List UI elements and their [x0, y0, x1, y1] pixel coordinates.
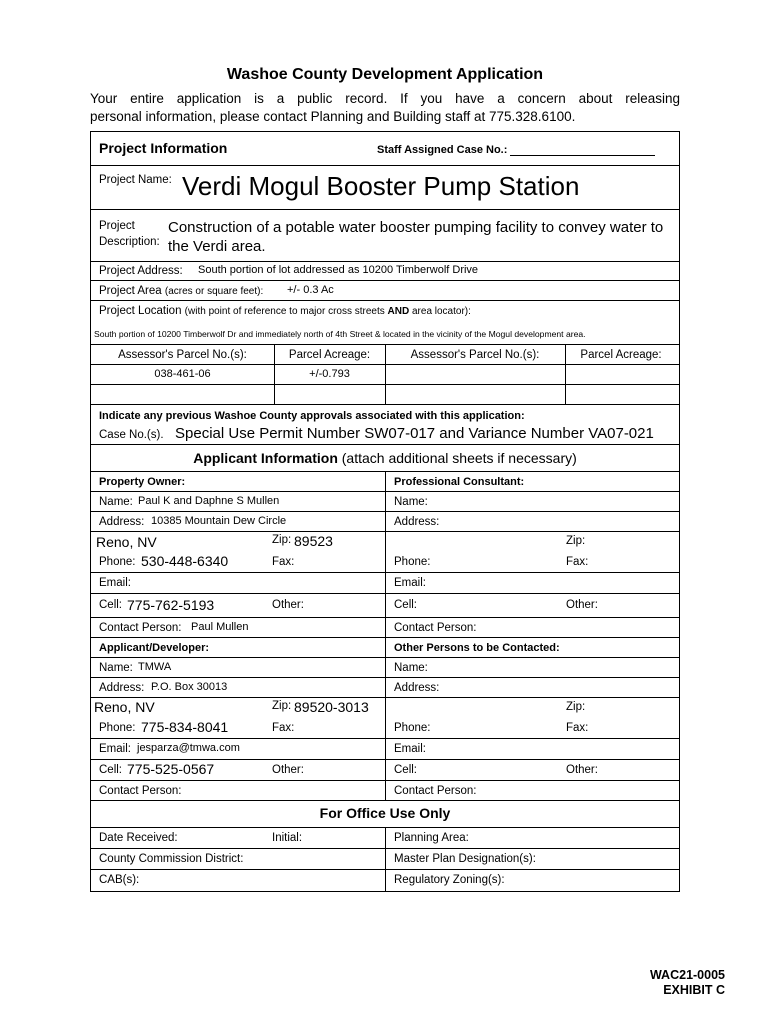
date-received-label: Date Received:	[99, 832, 178, 844]
owner-contact-label: Contact Person:	[99, 622, 182, 634]
owner-email-row	[91, 573, 679, 594]
professional-consultant-title: Professional Consultant:	[394, 476, 525, 488]
owner-zip-value[interactable]: 89523	[294, 533, 333, 549]
cab-label: CAB(s):	[99, 874, 140, 886]
consultant-address-label: Address:	[394, 516, 440, 528]
developer-zip-label: Zip:	[272, 700, 292, 712]
developer-contact-row	[91, 781, 679, 801]
owner-address-value[interactable]: 10385 Mountain Dew Circle	[151, 515, 287, 527]
previous-approvals-row	[91, 405, 679, 445]
project-name-value[interactable]: Verdi Mogul Booster Pump Station	[182, 171, 580, 201]
developer-email-label: Email:	[99, 743, 131, 755]
owner-cell-label: Cell:	[99, 599, 123, 611]
developer-name-label: Name:	[99, 662, 133, 674]
parcel-acreage-header-2: Parcel Acreage:	[580, 349, 662, 361]
project-area-value[interactable]: +/- 0.3 Ac	[287, 284, 334, 296]
parcel-no-value[interactable]: 038-461-06	[154, 368, 211, 380]
project-address-label: Project Address:	[99, 265, 183, 277]
office-row-1	[91, 828, 679, 849]
consultant-other-label: Other:	[566, 599, 598, 611]
parcel-no-header-2: Assessor's Parcel No.(s):	[410, 349, 540, 361]
consultant-name-label: Name:	[394, 496, 428, 508]
consultant-zip-label: Zip:	[566, 535, 586, 547]
parcel-header-row	[91, 345, 679, 365]
office-row-2	[91, 849, 679, 870]
other-persons-title: Other Persons to be Contacted:	[394, 642, 560, 654]
developer-zip-value[interactable]: 89520-3013	[294, 699, 369, 715]
developer-address-label: Address:	[99, 682, 145, 694]
owner-cell-value[interactable]: 775-762-5193	[127, 597, 215, 613]
owner-contact-row	[91, 618, 679, 638]
intro-text	[90, 90, 680, 126]
developer-name-row	[91, 658, 679, 678]
developer-city-row	[91, 698, 679, 718]
others-cell-label: Cell:	[394, 764, 418, 776]
consultant-phone-label: Phone:	[394, 556, 431, 568]
parcel-row-2	[91, 385, 679, 405]
project-description-value[interactable]: Construction of a potable water booster pumping facility to convey water to the Verdi area.	[168, 219, 664, 255]
exhibit-name: EXHIBIT C	[663, 983, 725, 997]
developer-cell-row	[91, 760, 679, 781]
developer-phone-label: Phone:	[99, 722, 136, 734]
approvals-case-label: Case No.(s).	[99, 429, 164, 441]
project-name-label: Project Name:	[99, 174, 172, 186]
owner-phone-row	[91, 552, 679, 573]
developer-address-value[interactable]: P.O. Box 30013	[151, 681, 228, 693]
application-form	[90, 131, 680, 892]
developer-email-value[interactable]: jesparza@tmwa.com	[137, 742, 240, 754]
owner-email-label: Email:	[99, 577, 131, 589]
page-title: Washoe County Development Application	[226, 66, 544, 83]
owner-address-row	[91, 512, 679, 532]
others-zip-label: Zip:	[566, 701, 586, 713]
owner-fax-label: Fax:	[272, 556, 295, 568]
parcel-no-header-1: Assessor's Parcel No.(s):	[118, 349, 247, 361]
project-location-value[interactable]: South portion of 10200 Timberwolf Dr and immediately north of 4th Street & located in the vicinity of the Mogul development area.	[94, 329, 586, 339]
owner-contact-value[interactable]: Paul Mullen	[191, 621, 249, 633]
planning-area-label: Planning Area:	[394, 832, 469, 844]
project-area-label: Project Area (acres or square feet):	[99, 285, 264, 297]
project-info-header: Project Information	[99, 140, 228, 156]
project-location-row	[91, 301, 679, 345]
developer-address-row	[91, 678, 679, 698]
owner-address-label: Address:	[99, 516, 145, 528]
owner-zip-label: Zip:	[272, 534, 292, 546]
approvals-case-value[interactable]: Special Use Permit Number SW07-017 and Variance Number VA07-021	[175, 425, 654, 442]
developer-phone-value[interactable]: 775-834-8041	[141, 719, 229, 735]
parcel-acreage-header-1: Parcel Acreage:	[288, 349, 371, 361]
owner-other-label: Other:	[272, 599, 304, 611]
others-fax-label: Fax:	[566, 722, 589, 734]
owner-title-row	[91, 472, 679, 492]
commission-district-label: County Commission District:	[99, 853, 244, 865]
project-name-row	[91, 166, 679, 210]
owner-name-row	[91, 492, 679, 512]
exhibit-code: WAC21-0005	[649, 968, 725, 982]
regulatory-zoning-label: Regulatory Zoning(s):	[394, 874, 505, 886]
office-row-3	[91, 870, 679, 891]
previous-approvals-label: Indicate any previous Washoe County approvals associated with this application:	[99, 410, 525, 422]
owner-cell-row	[91, 594, 679, 618]
others-email-label: Email:	[394, 743, 426, 755]
case-no-field[interactable]	[510, 143, 655, 156]
consultant-cell-label: Cell:	[394, 599, 418, 611]
developer-city-value[interactable]: Reno, NV	[94, 699, 155, 715]
others-name-label: Name:	[394, 662, 428, 674]
project-info-header-row	[91, 132, 679, 166]
developer-cell-value[interactable]: 775-525-0567	[127, 761, 215, 777]
owner-phone-value[interactable]: 530-448-6340	[141, 553, 229, 569]
owner-name-value[interactable]: Paul K and Daphne S Mullen	[138, 495, 280, 507]
intro-line-1: Your entire application is a public record. If you have a concern about releasing	[90, 91, 680, 106]
owner-name-label: Name:	[99, 496, 133, 508]
office-use-header-row	[91, 801, 679, 828]
developer-fax-label: Fax:	[272, 722, 295, 734]
project-address-value[interactable]: South portion of lot addressed as 10200 Timberwolf Drive	[198, 264, 479, 276]
others-phone-label: Phone:	[394, 722, 431, 734]
project-location-label: Project Location (with point of reference to major cross streets AND area locator):	[99, 305, 471, 317]
applicant-info-header: Applicant Information (attach additional sheets if necessary)	[193, 450, 577, 466]
consultant-contact-label: Contact Person:	[394, 622, 477, 634]
office-use-header: For Office Use Only	[319, 805, 451, 821]
others-address-label: Address:	[394, 682, 440, 694]
applicant-info-header-row	[91, 445, 679, 472]
developer-cell-label: Cell:	[99, 764, 123, 776]
master-plan-label: Master Plan Designation(s):	[394, 853, 536, 865]
project-address-row	[91, 262, 679, 281]
parcel-acreage-value[interactable]: +/-0.793	[309, 368, 350, 380]
project-area-row	[91, 281, 679, 301]
developer-phone-row	[91, 718, 679, 739]
exhibit-label	[650, 968, 725, 998]
owner-city-value[interactable]: Reno, NV	[96, 534, 157, 550]
consultant-email-label: Email:	[394, 577, 426, 589]
developer-name-value[interactable]: TMWA	[138, 661, 172, 673]
developer-contact-label: Contact Person:	[99, 785, 182, 797]
others-other-label: Other:	[566, 764, 598, 776]
project-description-label: Project Description:	[99, 220, 160, 248]
others-contact-label: Contact Person:	[394, 785, 477, 797]
intro-line-2: personal information, please contact Planning and Building staff at 775.328.6100.	[90, 109, 576, 124]
property-owner-title: Property Owner:	[99, 476, 186, 488]
owner-phone-label: Phone:	[99, 556, 136, 568]
developer-email-row	[91, 739, 679, 760]
owner-city-row	[91, 532, 679, 552]
applicant-developer-title: Applicant/Developer:	[99, 642, 210, 654]
developer-other-label: Other:	[272, 764, 304, 776]
parcel-row-1	[91, 365, 679, 385]
consultant-fax-label: Fax:	[566, 556, 589, 568]
case-no-label: Staff Assigned Case No.:	[377, 143, 655, 156]
developer-title-row	[91, 638, 679, 658]
project-description-row	[91, 210, 679, 262]
initial-label: Initial:	[272, 832, 303, 844]
